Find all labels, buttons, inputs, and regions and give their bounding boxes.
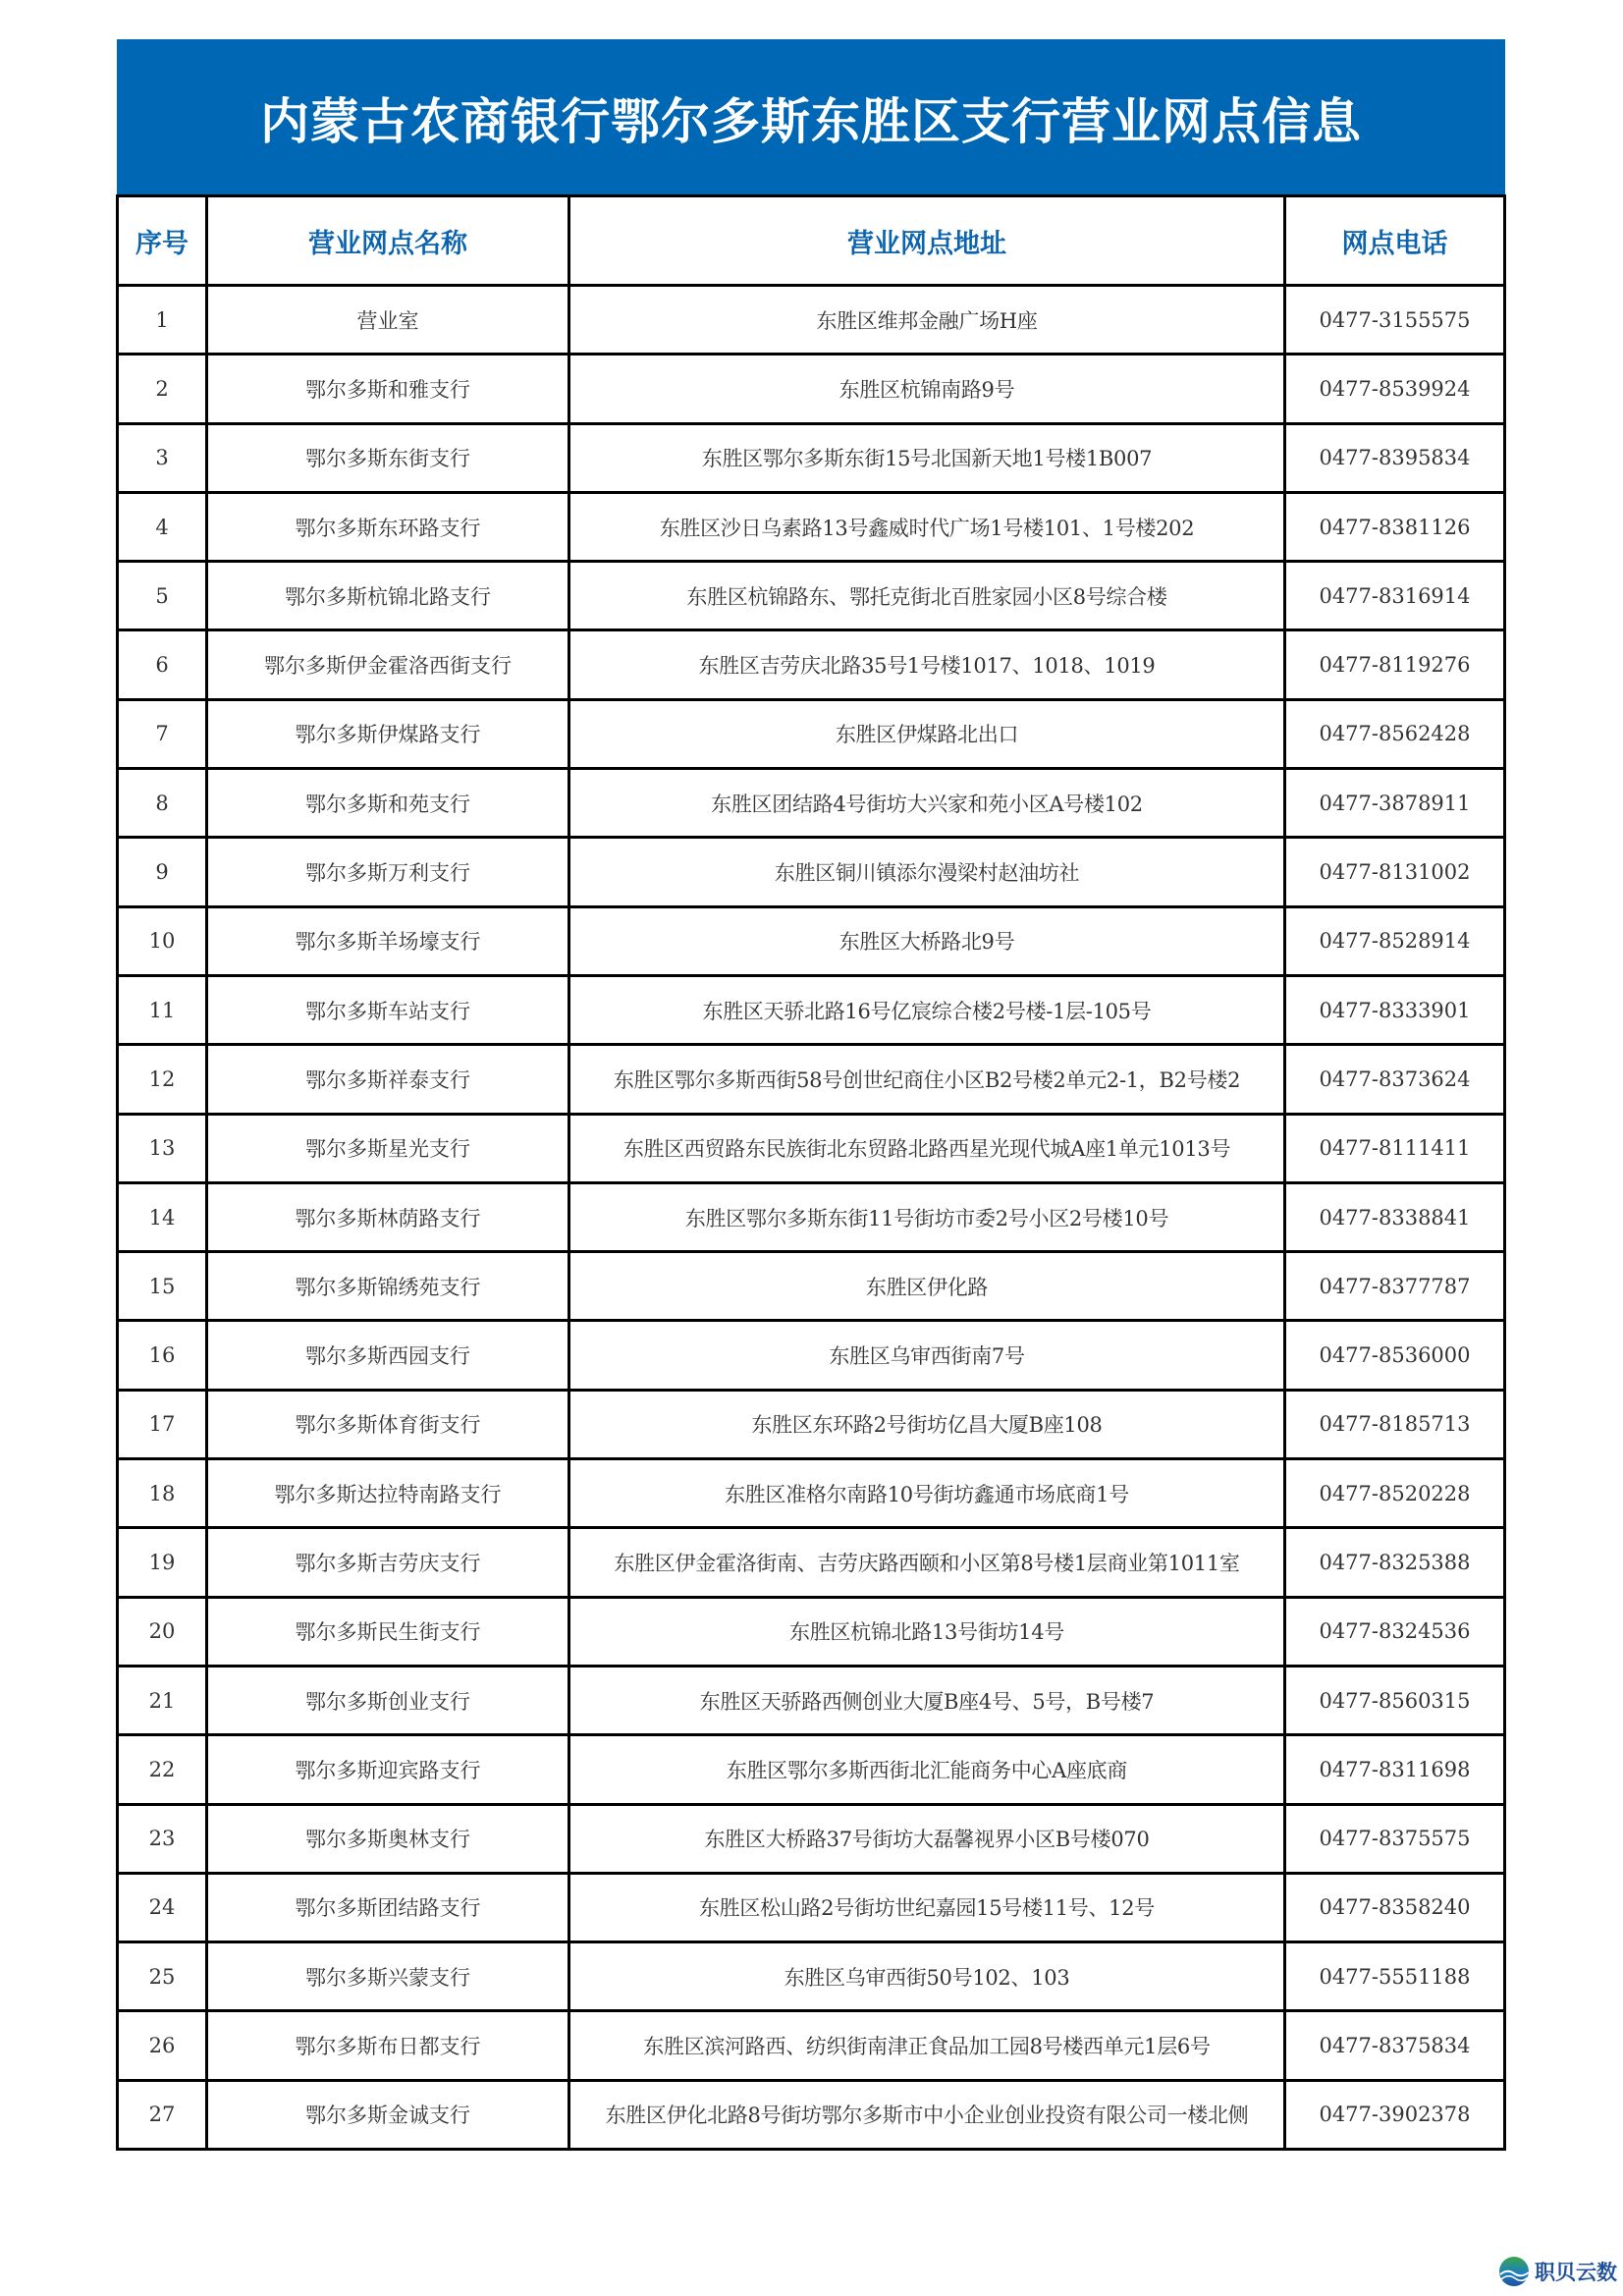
cell-no: 7	[118, 699, 207, 768]
table-row	[118, 1804, 1505, 1873]
cell-name: 鄂尔多斯羊场壕支行	[207, 906, 569, 975]
cell-phone: 0477-8562428	[1285, 699, 1505, 768]
cell-name: 鄂尔多斯团结路支行	[207, 1873, 569, 1941]
table-row	[118, 1942, 1505, 2011]
header-no: 序号	[118, 196, 207, 286]
cell-name: 鄂尔多斯民生街支行	[207, 1597, 569, 1666]
cell-no: 2	[118, 355, 207, 423]
cell-phone: 0477-8316914	[1285, 562, 1505, 630]
cell-no: 16	[118, 1321, 207, 1390]
cell-phone: 0477-8338841	[1285, 1182, 1505, 1251]
cell-address: 东胜区天骄路西侧创业大厦B座4号、5号，B号楼7	[569, 1666, 1285, 1734]
cell-address: 东胜区乌审西街南7号	[569, 1321, 1285, 1390]
cell-no: 17	[118, 1390, 207, 1458]
cell-name: 鄂尔多斯万利支行	[207, 838, 569, 906]
table-row	[118, 975, 1505, 1044]
table-row	[118, 355, 1505, 423]
table-row	[118, 1114, 1505, 1182]
cell-address: 东胜区维邦金融广场H座	[569, 286, 1285, 355]
cell-name: 鄂尔多斯迎宾路支行	[207, 1735, 569, 1804]
table-row	[118, 562, 1505, 630]
cell-phone: 0477-5551188	[1285, 1942, 1505, 2011]
cell-address: 东胜区东环路2号街坊亿昌大厦B座108	[569, 1390, 1285, 1458]
cell-phone: 0477-8539924	[1285, 355, 1505, 423]
cell-address: 东胜区沙日乌素路13号鑫威时代广场1号楼101、1号楼202	[569, 492, 1285, 561]
header-name: 营业网点名称	[207, 196, 569, 286]
cell-address: 东胜区鄂尔多斯西街北汇能商务中心A座底商	[569, 1735, 1285, 1804]
table-row	[118, 906, 1505, 975]
cell-phone: 0477-8333901	[1285, 975, 1505, 1044]
cell-name: 鄂尔多斯林荫路支行	[207, 1182, 569, 1251]
cell-name: 鄂尔多斯布日都支行	[207, 2011, 569, 2080]
cell-name: 鄂尔多斯西园支行	[207, 1321, 569, 1390]
cell-no: 21	[118, 1666, 207, 1734]
cell-no: 13	[118, 1114, 207, 1182]
cell-no: 9	[118, 838, 207, 906]
cell-address: 东胜区天骄北路16号亿宸综合楼2号楼-1层-105号	[569, 975, 1285, 1044]
cell-no: 5	[118, 562, 207, 630]
table-row	[118, 492, 1505, 561]
cell-phone: 0477-8375575	[1285, 1804, 1505, 1873]
table-header-row	[118, 196, 1505, 286]
cell-name: 鄂尔多斯和苑支行	[207, 769, 569, 838]
cell-phone: 0477-8111411	[1285, 1114, 1505, 1182]
cell-phone: 0477-3878911	[1285, 769, 1505, 838]
cell-name: 鄂尔多斯星光支行	[207, 1114, 569, 1182]
cell-phone: 0477-8373624	[1285, 1045, 1505, 1114]
cell-name: 鄂尔多斯和雅支行	[207, 355, 569, 423]
cell-phone: 0477-8311698	[1285, 1735, 1505, 1804]
cell-name: 鄂尔多斯创业支行	[207, 1666, 569, 1734]
cell-phone: 0477-3902378	[1285, 2080, 1505, 2149]
cell-no: 26	[118, 2011, 207, 2080]
cell-no: 19	[118, 1528, 207, 1597]
cell-phone: 0477-8325388	[1285, 1528, 1505, 1597]
cell-address: 东胜区鄂尔多斯东街15号北国新天地1号楼1B007	[569, 423, 1285, 492]
cell-phone: 0477-8185713	[1285, 1390, 1505, 1458]
cell-phone: 0477-8395834	[1285, 423, 1505, 492]
table-row	[118, 769, 1505, 838]
table-row	[118, 1873, 1505, 1941]
cell-name: 营业室	[207, 286, 569, 355]
cell-phone: 0477-8536000	[1285, 1321, 1505, 1390]
table-row	[118, 1597, 1505, 1666]
cell-address: 东胜区伊化北路8号街坊鄂尔多斯市中小企业创业投资有限公司一楼北侧	[569, 2080, 1285, 2149]
cell-name: 鄂尔多斯锦绣苑支行	[207, 1252, 569, 1321]
cell-phone: 0477-8520228	[1285, 1459, 1505, 1528]
watermark-text: 职贝云数	[1535, 2261, 1617, 2284]
cell-name: 鄂尔多斯奥林支行	[207, 1804, 569, 1873]
cell-no: 25	[118, 1942, 207, 2011]
cell-address: 东胜区杭锦路东、鄂托克街北百胜家园小区8号综合楼	[569, 562, 1285, 630]
cell-address: 东胜区铜川镇添尔漫梁村赵油坊社	[569, 838, 1285, 906]
cell-no: 6	[118, 630, 207, 699]
cell-address: 东胜区伊煤路北出口	[569, 699, 1285, 768]
wave-globe-logo-icon	[1497, 2255, 1531, 2288]
cell-phone: 0477-8381126	[1285, 492, 1505, 561]
cell-name: 鄂尔多斯吉劳庆支行	[207, 1528, 569, 1597]
cell-address: 东胜区伊金霍洛街南、吉劳庆路西颐和小区第8号楼1层商业第1011室	[569, 1528, 1285, 1597]
page-title: 内蒙古农商银行鄂尔多斯东胜区支行营业网点信息	[260, 91, 1362, 150]
cell-no: 8	[118, 769, 207, 838]
cell-name: 鄂尔多斯杭锦北路支行	[207, 562, 569, 630]
cell-no: 23	[118, 1804, 207, 1873]
cell-address: 东胜区滨河路西、纺织街南津正食品加工园8号楼西单元1层6号	[569, 2011, 1285, 2080]
table-row	[118, 1735, 1505, 1804]
table-row	[118, 1321, 1505, 1390]
cell-address: 东胜区吉劳庆北路35号1号楼1017、1018、1019	[569, 630, 1285, 699]
cell-address: 东胜区伊化路	[569, 1252, 1285, 1321]
cell-name: 鄂尔多斯东环路支行	[207, 492, 569, 561]
watermark	[1497, 2255, 1617, 2288]
branch-table	[116, 194, 1506, 2151]
table-row	[118, 699, 1505, 768]
cell-address: 东胜区大桥路37号街坊大磊馨视界小区B号楼070	[569, 1804, 1285, 1873]
cell-phone: 0477-8119276	[1285, 630, 1505, 699]
cell-address: 东胜区西贸路东民族街北东贸路北路西星光现代城A座1单元1013号	[569, 1114, 1285, 1182]
table-row	[118, 1182, 1505, 1251]
cell-phone: 0477-3155575	[1285, 286, 1505, 355]
cell-no: 24	[118, 1873, 207, 1941]
cell-phone: 0477-8528914	[1285, 906, 1505, 975]
cell-name: 鄂尔多斯金诚支行	[207, 2080, 569, 2149]
cell-no: 14	[118, 1182, 207, 1251]
cell-address: 东胜区松山路2号街坊世纪嘉园15号楼11号、12号	[569, 1873, 1285, 1941]
table-row	[118, 1390, 1505, 1458]
cell-address: 东胜区鄂尔多斯东街11号街坊市委2号小区2号楼10号	[569, 1182, 1285, 1251]
cell-no: 12	[118, 1045, 207, 1114]
table-row	[118, 1528, 1505, 1597]
cell-address: 东胜区鄂尔多斯西街58号创世纪商住小区B2号楼2单元2-1，B2号楼2	[569, 1045, 1285, 1114]
cell-address: 东胜区准格尔南路10号街坊鑫通市场底商1号	[569, 1459, 1285, 1528]
cell-phone: 0477-8324536	[1285, 1597, 1505, 1666]
cell-no: 22	[118, 1735, 207, 1804]
table-row	[118, 2011, 1505, 2080]
cell-name: 鄂尔多斯祥泰支行	[207, 1045, 569, 1114]
table-row	[118, 1045, 1505, 1114]
cell-phone: 0477-8131002	[1285, 838, 1505, 906]
cell-no: 20	[118, 1597, 207, 1666]
table-row	[118, 1459, 1505, 1528]
header-phone: 网点电话	[1285, 196, 1505, 286]
cell-address: 东胜区团结路4号街坊大兴家和苑小区A号楼102	[569, 769, 1285, 838]
cell-address: 东胜区杭锦南路9号	[569, 355, 1285, 423]
cell-address: 东胜区乌审西街50号102、103	[569, 1942, 1285, 2011]
cell-no: 11	[118, 975, 207, 1044]
header-address: 营业网点地址	[569, 196, 1285, 286]
cell-address: 东胜区杭锦北路13号街坊14号	[569, 1597, 1285, 1666]
cell-name: 鄂尔多斯兴蒙支行	[207, 1942, 569, 2011]
cell-address: 东胜区大桥路北9号	[569, 906, 1285, 975]
cell-phone: 0477-8358240	[1285, 1873, 1505, 1941]
table-row	[118, 286, 1505, 355]
cell-no: 10	[118, 906, 207, 975]
cell-name: 鄂尔多斯东街支行	[207, 423, 569, 492]
cell-no: 18	[118, 1459, 207, 1528]
cell-name: 鄂尔多斯体育街支行	[207, 1390, 569, 1458]
table-row	[118, 423, 1505, 492]
cell-name: 鄂尔多斯车站支行	[207, 975, 569, 1044]
cell-phone: 0477-8560315	[1285, 1666, 1505, 1734]
cell-no: 27	[118, 2080, 207, 2149]
cell-no: 4	[118, 492, 207, 561]
table-row	[118, 2080, 1505, 2149]
cell-phone: 0477-8377787	[1285, 1252, 1505, 1321]
cell-name: 鄂尔多斯伊金霍洛西街支行	[207, 630, 569, 699]
cell-name: 鄂尔多斯伊煤路支行	[207, 699, 569, 768]
cell-no: 3	[118, 423, 207, 492]
table-row	[118, 1666, 1505, 1734]
cell-no: 15	[118, 1252, 207, 1321]
table-row	[118, 838, 1505, 906]
cell-phone: 0477-8375834	[1285, 2011, 1505, 2080]
cell-no: 1	[118, 286, 207, 355]
cell-name: 鄂尔多斯达拉特南路支行	[207, 1459, 569, 1528]
table-row	[118, 630, 1505, 699]
table-row	[118, 1252, 1505, 1321]
title-banner	[117, 39, 1505, 195]
